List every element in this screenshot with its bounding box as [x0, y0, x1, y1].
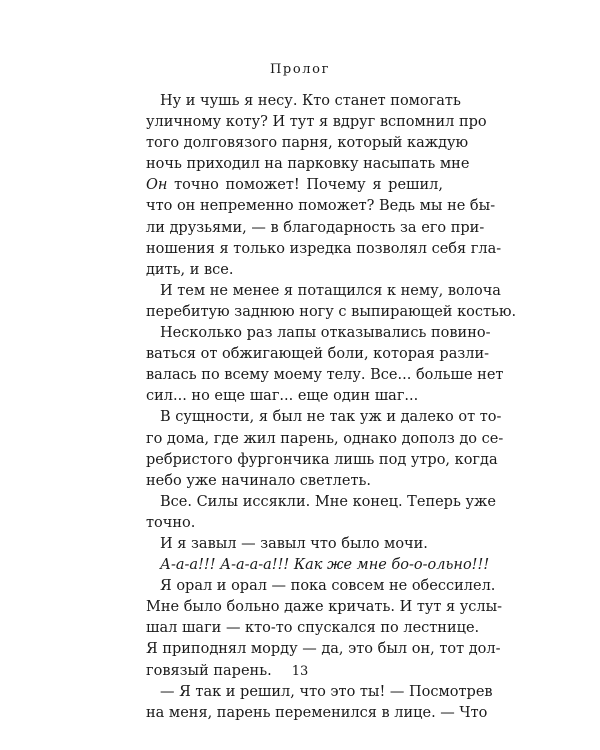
paragraph-2 — [146, 281, 517, 323]
text-line: В сущности, я был не так уж и далеко от то- — [160, 409, 502, 426]
paragraph-6 — [146, 534, 443, 555]
text-line: Я приподнял морду — да, это был он, тот дол- — [146, 641, 501, 658]
text-line: уличному коту? И тут я вдруг вспомнил про — [146, 114, 487, 131]
text-line: того долговязого парня, который каждую — [146, 135, 469, 152]
chapter-header: Пролог — [270, 62, 330, 77]
text-line: ли друзьями, — в благодарность за его при- — [146, 219, 485, 236]
text-line: небо уже начинало светлеть. — [146, 472, 371, 489]
text-line: перебитую заднюю ногу с выпирающей костью. — [146, 303, 517, 320]
text-line: сил... но еще шаг... еще один шаг... — [146, 388, 419, 405]
paragraph-9 — [146, 682, 493, 724]
text-line: Мне было больно даже кричать. И тут я услы- — [146, 599, 503, 616]
text-line: Все. Силы иссякли. Мне конец. Теперь уже — [160, 493, 496, 510]
text-line: на меня, парень переменился в лице. — Что — [146, 704, 488, 721]
text-line: говязый парень. — [146, 662, 272, 679]
text-line: И я завыл — завыл что было мочи. — [160, 535, 428, 552]
paragraph-5 — [146, 492, 496, 534]
paragraph-4 — [146, 407, 504, 491]
text-line: точно. — [146, 514, 196, 531]
page-number: 13 — [291, 664, 309, 679]
text-line: — Я так и решил, что это ты! — Посмотрев — [160, 683, 493, 700]
paragraph-3 — [146, 323, 504, 407]
paragraph-7 — [146, 555, 490, 576]
text-line — [146, 175, 443, 196]
text-line: ношения я только изредка позволял себя гла- — [146, 240, 502, 257]
text-line: Несколько раз лапы отказывались повино- — [160, 325, 491, 342]
text-line: Я орал и орал — пока совсем не обессилел. — [160, 578, 496, 595]
text-line: что он непременно поможет? Ведь мы не бы- — [146, 198, 496, 215]
text-line: дить, и все. — [146, 261, 234, 278]
italic-pronoun: Он — [146, 177, 168, 194]
text-line: ночь приходил на парковку насыпать мне — [146, 156, 470, 173]
page-body — [146, 91, 517, 724]
paragraph-1 — [146, 91, 502, 281]
text-line: шал шаги — кто-то спускался по лестнице. — [146, 620, 480, 637]
text-line: валась по всему моему телу. Все... больше нет — [146, 367, 504, 384]
text-line: ваться от обжигающей боли, которая разли- — [146, 346, 490, 363]
text-line: го дома, где жил парень, однако дополз до се- — [146, 430, 504, 447]
text-line: Ну и чушь я несу. Кто станет помогать — [160, 93, 461, 109]
text-line-italic: А-а-а!!! А-а-а-а!!! Как же мне бо-о-ольно!!! — [160, 557, 490, 574]
text-line: ребристого фургончика лишь под утро, когда — [146, 451, 498, 468]
text-line: И тем не менее я потащился к нему, волоча — [160, 282, 501, 299]
text-line-rest: точно поможет! Почему я решил, — [167, 177, 443, 194]
